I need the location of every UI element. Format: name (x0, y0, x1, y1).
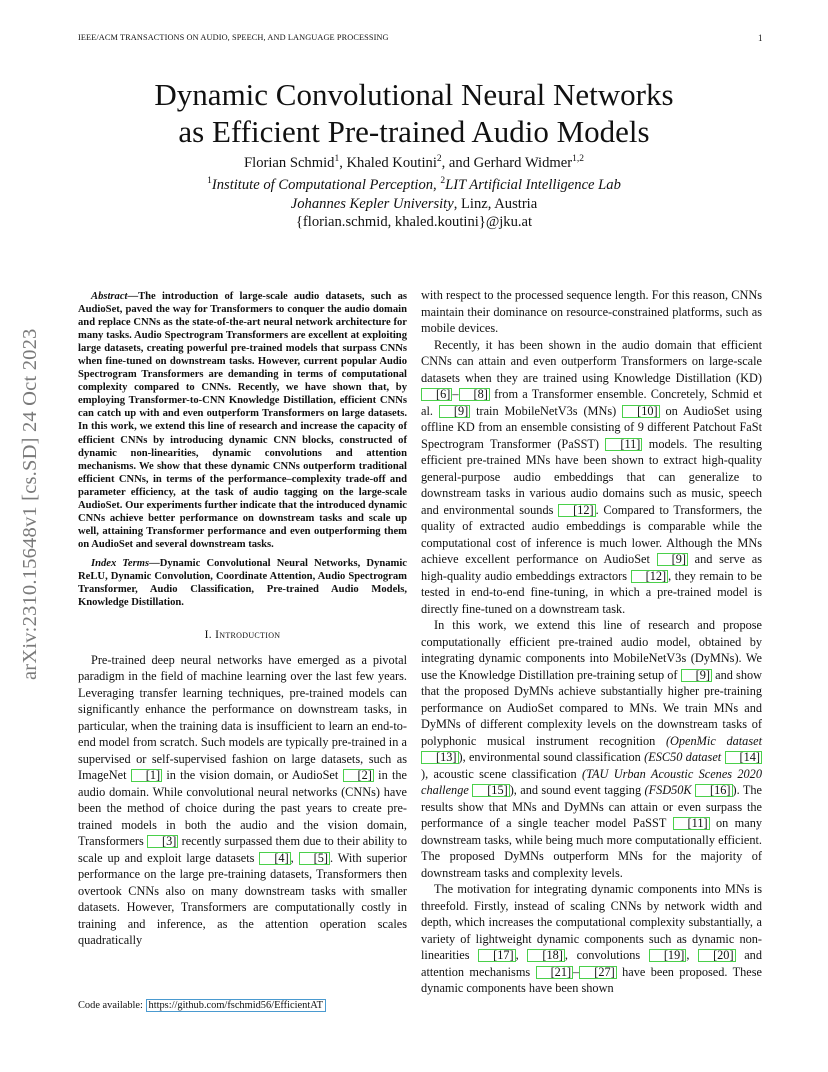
citation-link[interactable]: [9] (657, 553, 688, 566)
paragraph-text: ), and sound event tagging (509, 783, 645, 797)
citation-link[interactable]: [5] (299, 852, 330, 865)
title-line-2: as Efficient Pre-trained Audio Models (178, 114, 650, 149)
affiliation-1: Institute of Computational Perception (211, 177, 434, 193)
affiliation-mark: 2 (440, 176, 446, 187)
section-number: I. (204, 629, 212, 642)
author-list (78, 155, 750, 172)
citation-link[interactable]: [18] (527, 949, 565, 962)
paragraph-text: and serve as high-quality audio embeddings extractors (421, 552, 763, 583)
affiliation-2: LIT Artificial Intelligence Lab (445, 177, 621, 193)
paragraph-motivation (421, 881, 762, 997)
code-footnote (78, 1000, 326, 1011)
paragraph-recent-work (421, 337, 762, 618)
citation-link[interactable]: [11] (605, 438, 642, 451)
author-email: {florian.schmid, khaled.koutini}@jku.at (295, 214, 533, 230)
paragraph-this-work (421, 617, 762, 881)
paragraph-text: . With superior performance on the large pre-training datasets, Transformers then overtook CNNs also on many downstream tasks with smaller datasets. However, Transformers are computationally costly in training and inference, as the attention operation scales quadratically (78, 850, 407, 948)
index-terms-text: —Dynamic Convolutional Neural Networks, Dynamic ReLU, Dynamic Convolution, Coordinate Attention, Audio Spectrogram Transformer, Audio Classification, Pre-trained Audio Models, Knowledge Distillation. (78, 557, 407, 609)
citation-link[interactable]: [27] (579, 966, 617, 979)
author-name: Florian Schmid (244, 155, 335, 171)
paragraph-text: – (452, 387, 459, 401)
intro-paragraph-1 (78, 652, 407, 949)
author-name: , Khaled Koutini (339, 155, 437, 171)
citation-link[interactable]: [2] (343, 769, 374, 782)
left-column (78, 290, 407, 949)
abstract-text: —The introduction of large-scale audio datasets, such as AudioSet, paved the way for Transformers to conquer the audio domain and replace CNNs as the state-of-the-art neural network architecture for many tasks. Audio Spectrogram Transformers are excellent at exploiting large datasets, creating powerful pre-trained models that surpass CNNs when fine-tuned on downstream tasks. However, current popular Audio Spectrogram Transformers are demanding in terms of computational complexity compared to CNNs. Recently, we have shown that, by employing Transformer-to-CNN Knowledge Distillation, efficient CNNs can catch up with and even outperform Transformers on large datasets. In this work, we extend this line of research and increase the capacity of efficient CNNs by introducing dynamic CNN blocks, constructed of dynamic non-linearities, dynamic convolutions and attention mechanisms. We show that these dynamic CNNs outperform traditional efficient CNNs, in terms of the performance–complexity trade-off and parameter efficiency, at the task of audio tagging on the large-scale AudioSet. Our experiments further indicate that the introduced dynamic CNNs achieve better performance on downstream tasks and scale up well, attaining Transformer performance and even outperforming them on AudioSet and several downstream tasks. (78, 291, 407, 550)
citation-link[interactable]: [12] (631, 570, 669, 583)
right-column (421, 287, 762, 997)
citation-link[interactable]: [1] (131, 769, 162, 782)
index-terms (78, 557, 407, 609)
paragraph-text: , they remain to be tested in end-to-end fine-tuning, in which a pre-trained model is directly fine-tuned on a downstream task. (421, 568, 762, 616)
citation-link[interactable]: [17] (478, 949, 516, 962)
citation-link[interactable]: [11] (673, 817, 710, 830)
paragraph-text: Pre-trained deep neural networks have emerged as a pivotal paradigm in the field of machine learning over the last few years. Leveraging transfer learning techniques, pre-trained models can significantly enhance the performance on downstream tasks, in particular, when the training data is insufficient to learn an end-to-end model from scratch. Such models are typically pre-trained in a supervised or self-supervised fashion on large datasets, such as ImageNet (78, 652, 407, 783)
section-heading (78, 627, 407, 644)
citation-link[interactable]: [8] (459, 388, 490, 401)
paragraph-text: have been proposed. These dynamic components have been shown (421, 964, 762, 995)
citation-link[interactable]: [3] (147, 835, 178, 848)
citation-link[interactable]: [16] (695, 784, 733, 797)
dataset-name: (ESC50 dataset (644, 750, 725, 764)
paragraph-text: Recently, it has been shown in the audio domain that efficient CNNs can attain and even outperform Transformers on large-scale datasets when they are trained using Knowledge Distillation (KD) (421, 337, 762, 385)
citation-link[interactable]: [13] (421, 751, 459, 764)
dataset-name: (FSD50K (644, 783, 696, 797)
author-name: , and Gerhard Widmer (441, 155, 573, 171)
citation-link[interactable]: [9] (681, 669, 712, 682)
citation-link[interactable]: [6] (421, 388, 452, 401)
university-line (78, 196, 750, 213)
paragraph-text: The motivation for integrating dynamic components into MNs is threefold. Firstly, instead of scaling CNNs by network width and depth, which increases the computational complexity substantially, a variety of lightweight dynamic components such as dynamic non-linearities (421, 882, 762, 962)
paragraph-text: train MobileNetV3s (MNs) (470, 403, 623, 418)
university-location: , Linz, Austria (453, 196, 538, 212)
paragraph-text: recently surpassed them due to their ability to scale up and exploit large datasets (78, 834, 407, 865)
page-number: 1 (758, 33, 763, 43)
affiliation-separator: , (433, 177, 441, 193)
paragraph-text: , convolutions (564, 948, 649, 962)
paragraph-text: In this work, we extend this line of research and propose computationally efficient pre-trained audio model, obtained by integrating dynamic components into MobileNetV3s (DyMNs). We use the Knowledge Distillation pre-training setup of (421, 618, 762, 682)
paragraph-text: . Compared to Transformers, the quality of extracted audio embeddings is comparable while the computational cost of inference is much lower. Although the MNs achieve excellent performance on AudioSet (421, 502, 762, 566)
paragraph-text: ), acoustic scene classification (421, 766, 582, 781)
footnote-label: Code available: (78, 1000, 146, 1011)
citation-link[interactable]: [12] (558, 504, 596, 517)
paragraph-text: , (686, 948, 699, 962)
paragraph-text: and show that the proposed DyMNs achieve substantially higher pre-training performance on AudioSet compared to MNs. We train MNs and DyMNs of different complexity levels on the downstream tasks of polyphonic musical instrument recognition (421, 667, 762, 748)
author-affiliation-mark: 2 (436, 154, 442, 165)
author-affiliation-mark: 1 (334, 154, 340, 165)
abstract-label: Abstract (91, 291, 128, 302)
paragraph-text: , (290, 850, 299, 865)
running-head: IEEE/ACM TRANSACTIONS ON AUDIO, SPEECH, AND LANGUAGE PROCESSING (78, 33, 389, 42)
paragraph-text: in the vision domain, or AudioSet (162, 768, 343, 783)
citation-link[interactable]: [14] (725, 751, 763, 764)
paragraph-text: on AudioSet using offline KD from an ensemble consisting of 9 different Patchout FaSt Spectrogram Transformer (PaSST) (421, 403, 763, 451)
paragraph-text: on many downstream tasks, while being much more computationally efficient. The proposed DyMNs outperform MNs for the majority of downstream tasks and complexity levels. (421, 816, 763, 880)
affiliations (78, 177, 750, 194)
author-affiliation-mark: 1,2 (572, 154, 584, 165)
paragraph-text: , (515, 948, 528, 962)
affiliation-mark: 1 (207, 176, 212, 187)
index-terms-label: Index Terms (91, 557, 150, 569)
citation-link[interactable]: [15] (472, 784, 510, 797)
title-line-1: Dynamic Convolutional Neural Networks (154, 77, 674, 112)
university-name: Johannes Kepler University (290, 196, 454, 212)
citation-link[interactable]: [10] (622, 405, 660, 418)
abstract (78, 290, 407, 551)
paragraph-text: and attention mechanisms (421, 948, 762, 979)
dataset-name: (TAU Urban Acoustic Scenes 2020 challenge (421, 766, 762, 797)
paragraph-text: from a Transformer ensemble. Concretely, Schmid et al. (421, 387, 762, 418)
paragraph-text: ). The results show that MNs and DyMNs can attain or even surpass the performance of a single teacher model PaSST (421, 783, 762, 830)
code-url-link[interactable]: https://github.com/fschmid56/EfficientAT (146, 999, 326, 1012)
citation-link[interactable]: [21] (536, 966, 574, 979)
paragraph-text: in the audio domain. While convolutional neural networks (CNNs) have been the method of choice during the past years to create pre-trained models in both the audio and the vision domain, Transformers (78, 768, 407, 849)
paragraph-continued: with respect to the processed sequence length. For this reason, CNNs maintain their dominance on resource-constrained platforms, such as mobile devices. (421, 288, 762, 335)
section-title: Introduction (215, 629, 281, 642)
paper-title (78, 76, 750, 150)
citation-link[interactable]: [20] (698, 949, 736, 962)
arxiv-side-stamp: arXiv:2310.15648v1 [cs.SD] 24 Oct 2023 (19, 328, 41, 680)
citation-link[interactable]: [19] (649, 949, 687, 962)
dataset-name: (OpenMic dataset (665, 733, 762, 748)
citation-link[interactable]: [9] (439, 405, 470, 418)
paragraph-text: ), environmental sound classification (458, 750, 645, 764)
citation-link[interactable]: [4] (259, 852, 290, 865)
paragraph-text: models. The resulting efficient pre-trained MNs have been shown to extract high-quality general-purpose audio embeddings that can generalize to downstream tasks in various audio domains such as music, speech and environmental sounds (421, 436, 762, 517)
paragraph-text: – (573, 964, 580, 979)
